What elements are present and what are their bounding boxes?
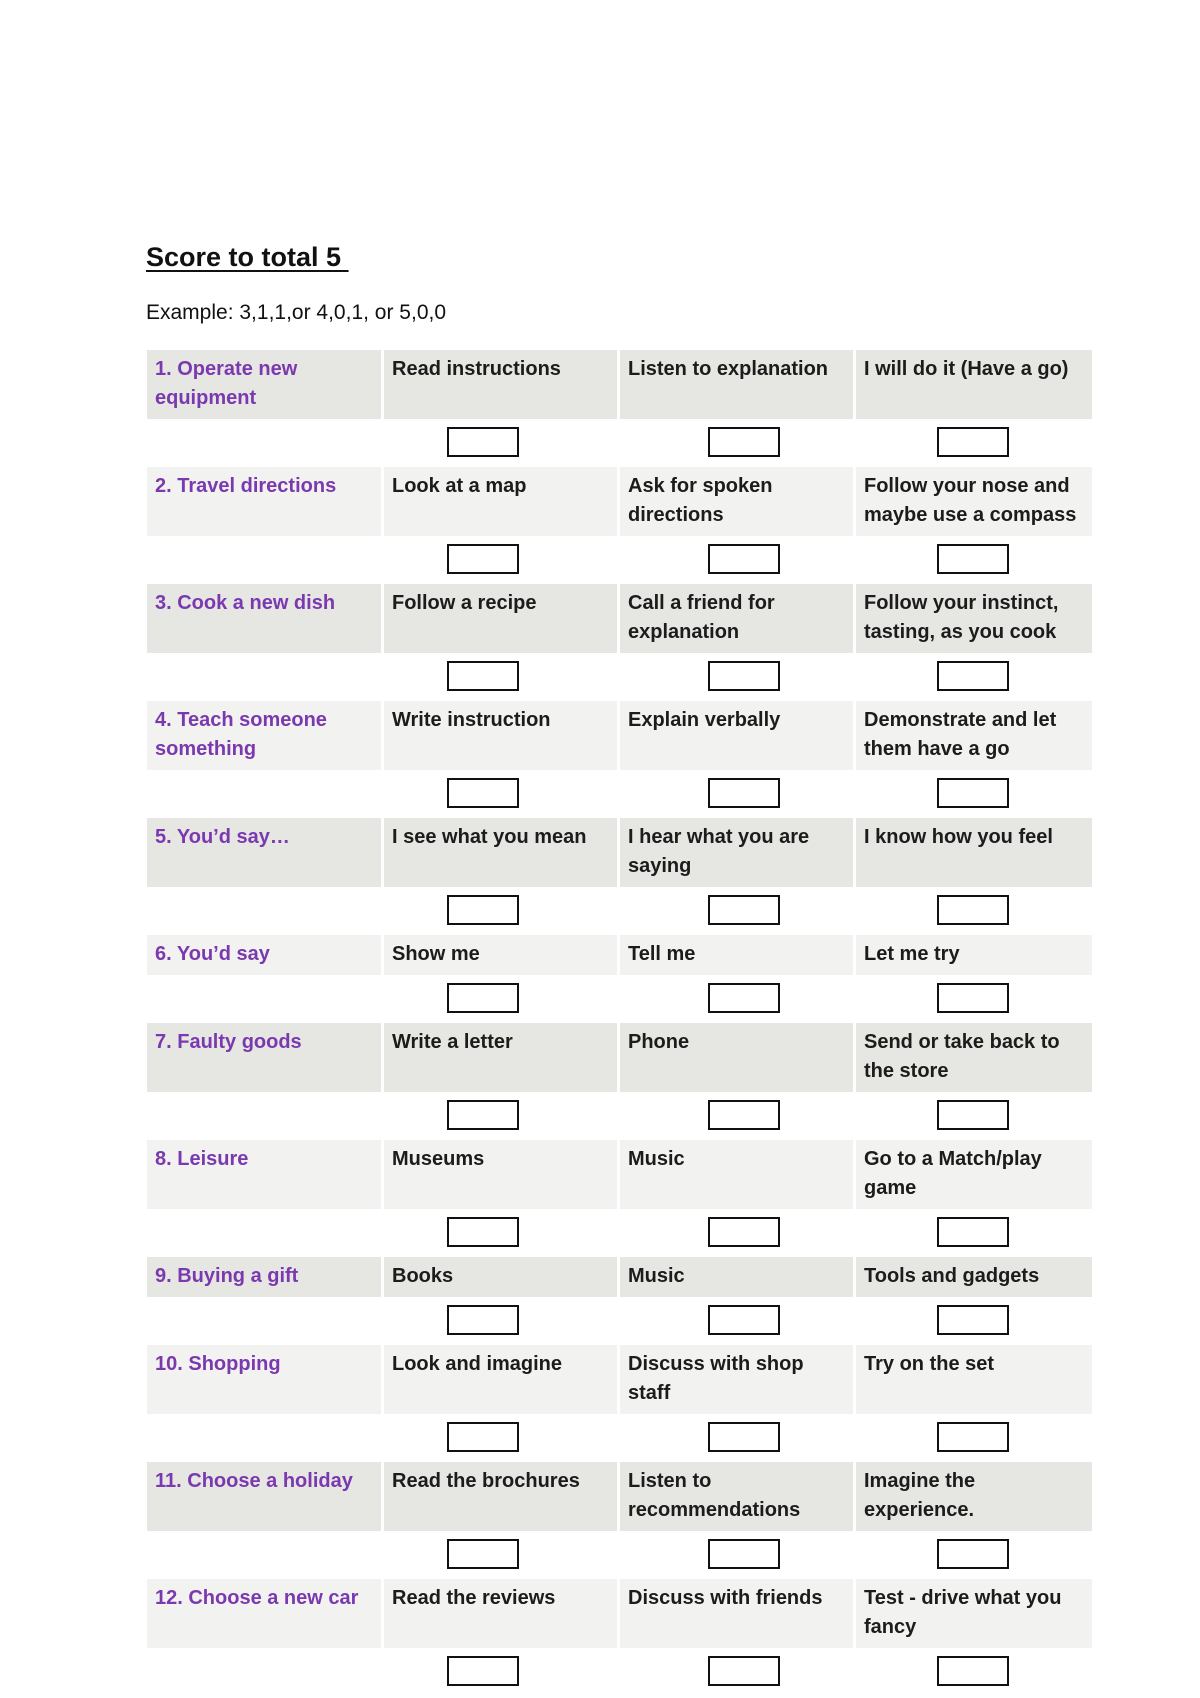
question-row	[147, 818, 1092, 887]
question-label: 4. Teach someone something	[147, 701, 381, 770]
answer-box-c[interactable]	[937, 1217, 1009, 1247]
answer-row	[147, 887, 1092, 935]
option-b: Discuss with friends	[620, 1579, 853, 1648]
option-b: Call a friend for explanation	[620, 584, 853, 653]
answer-box-c[interactable]	[937, 427, 1009, 457]
question-6	[147, 935, 1092, 1023]
question-4	[147, 701, 1092, 818]
answer-box-a[interactable]	[447, 544, 519, 574]
question-label: 11. Choose a holiday	[147, 1462, 381, 1531]
question-7	[147, 1023, 1092, 1140]
question-label: 1. Operate new equipment	[147, 350, 381, 419]
answer-box-a[interactable]	[447, 778, 519, 808]
answer-box-b[interactable]	[708, 1539, 780, 1569]
answer-box-c[interactable]	[937, 1100, 1009, 1130]
answer-row	[147, 1092, 1092, 1140]
question-5	[147, 818, 1092, 935]
option-a: Read the reviews	[384, 1579, 617, 1648]
answer-row	[147, 770, 1092, 818]
answer-box-a[interactable]	[447, 1305, 519, 1335]
option-c: Let me try	[856, 935, 1092, 975]
answer-row	[147, 975, 1092, 1023]
question-label: 5. You’d say…	[147, 818, 381, 887]
question-8	[147, 1140, 1092, 1257]
option-a: Museums	[384, 1140, 617, 1209]
answer-box-a[interactable]	[447, 427, 519, 457]
option-c: Tools and gadgets	[856, 1257, 1092, 1297]
option-a: Read the brochures	[384, 1462, 617, 1531]
answer-row	[147, 653, 1092, 701]
answer-box-c[interactable]	[937, 983, 1009, 1013]
option-b: Explain verbally	[620, 701, 853, 770]
question-3	[147, 584, 1092, 701]
answer-box-b[interactable]	[708, 1305, 780, 1335]
option-a: Write a letter	[384, 1023, 617, 1092]
question-row	[147, 467, 1092, 536]
question-label: 9. Buying a gift	[147, 1257, 381, 1297]
option-b: Listen to recommendations	[620, 1462, 853, 1531]
answer-box-a[interactable]	[447, 1656, 519, 1686]
example-text: Example: 3,1,1,or 4,0,1, or 5,0,0	[146, 301, 447, 324]
option-c: Demonstrate and let them have a go	[856, 701, 1092, 770]
question-label: 10. Shopping	[147, 1345, 381, 1414]
option-c: Follow your nose and maybe use a compass	[856, 467, 1092, 536]
answer-row	[147, 1414, 1092, 1462]
option-b: Phone	[620, 1023, 853, 1092]
answer-box-c[interactable]	[937, 1422, 1009, 1452]
question-row	[147, 350, 1092, 419]
answer-box-c[interactable]	[937, 544, 1009, 574]
option-a: Show me	[384, 935, 617, 975]
question-row	[147, 701, 1092, 770]
option-a: Write instruction	[384, 701, 617, 770]
option-b: Music	[620, 1140, 853, 1209]
answer-box-c[interactable]	[937, 1656, 1009, 1686]
option-a: Look and imagine	[384, 1345, 617, 1414]
answer-box-a[interactable]	[447, 1539, 519, 1569]
answer-row	[147, 536, 1092, 584]
option-a: Books	[384, 1257, 617, 1297]
answer-box-b[interactable]	[708, 661, 780, 691]
question-row	[147, 1462, 1092, 1531]
question-row	[147, 1140, 1092, 1209]
option-a: I see what you mean	[384, 818, 617, 887]
answer-box-b[interactable]	[708, 983, 780, 1013]
option-b: I hear what you are saying	[620, 818, 853, 887]
answer-box-c[interactable]	[937, 661, 1009, 691]
answer-box-a[interactable]	[447, 1100, 519, 1130]
option-a: Read instructions	[384, 350, 617, 419]
answer-row	[147, 1297, 1092, 1345]
question-9	[147, 1257, 1092, 1345]
answer-box-b[interactable]	[708, 544, 780, 574]
question-1	[147, 350, 1092, 467]
question-row	[147, 1345, 1092, 1414]
option-c: Go to a Match/play game	[856, 1140, 1092, 1209]
option-b: Ask for spoken directions	[620, 467, 853, 536]
answer-row	[147, 1531, 1092, 1579]
option-b: Tell me	[620, 935, 853, 975]
answer-box-b[interactable]	[708, 778, 780, 808]
question-label: 2. Travel directions	[147, 467, 381, 536]
option-b: Listen to explanation	[620, 350, 853, 419]
questionnaire	[147, 350, 1092, 1696]
option-c: I know how you feel	[856, 818, 1092, 887]
question-10	[147, 1345, 1092, 1462]
option-a: Look at a map	[384, 467, 617, 536]
question-label: 6. You’d say	[147, 935, 381, 975]
answer-box-c[interactable]	[937, 895, 1009, 925]
answer-box-c[interactable]	[937, 1539, 1009, 1569]
answer-box-a[interactable]	[447, 983, 519, 1013]
question-row	[147, 1257, 1092, 1297]
answer-box-b[interactable]	[708, 1100, 780, 1130]
question-row	[147, 1023, 1092, 1092]
option-c: Follow your instinct, tasting, as you cook	[856, 584, 1092, 653]
option-b: Discuss with shop staff	[620, 1345, 853, 1414]
answer-box-b[interactable]	[708, 1422, 780, 1452]
answer-box-c[interactable]	[937, 778, 1009, 808]
option-c: Send or take back to the store	[856, 1023, 1092, 1092]
answer-box-a[interactable]	[447, 661, 519, 691]
question-label: 7. Faulty goods	[147, 1023, 381, 1092]
answer-row	[147, 1209, 1092, 1257]
question-row	[147, 935, 1092, 975]
question-row	[147, 1579, 1092, 1648]
question-label: 3. Cook a new dish	[147, 584, 381, 653]
answer-box-b[interactable]	[708, 895, 780, 925]
option-c: Test - drive what you fancy	[856, 1579, 1092, 1648]
answer-box-b[interactable]	[708, 1656, 780, 1686]
question-11	[147, 1462, 1092, 1579]
question-row	[147, 584, 1092, 653]
answer-box-b[interactable]	[708, 427, 780, 457]
option-c: Try on the set	[856, 1345, 1092, 1414]
question-2	[147, 467, 1092, 584]
answer-box-b[interactable]	[708, 1217, 780, 1247]
answer-box-c[interactable]	[937, 1305, 1009, 1335]
option-a: Follow a recipe	[384, 584, 617, 653]
question-label: 12. Choose a new car	[147, 1579, 381, 1648]
answer-row	[147, 419, 1092, 467]
answer-row	[147, 1648, 1092, 1696]
answer-box-a[interactable]	[447, 895, 519, 925]
option-c: I will do it (Have a go)	[856, 350, 1092, 419]
page-title: Score to total 5	[146, 242, 349, 272]
option-b: Music	[620, 1257, 853, 1297]
question-12	[147, 1579, 1092, 1696]
option-c: Imagine the experience.	[856, 1462, 1092, 1531]
answer-box-a[interactable]	[447, 1422, 519, 1452]
question-label: 8. Leisure	[147, 1140, 381, 1209]
answer-box-a[interactable]	[447, 1217, 519, 1247]
